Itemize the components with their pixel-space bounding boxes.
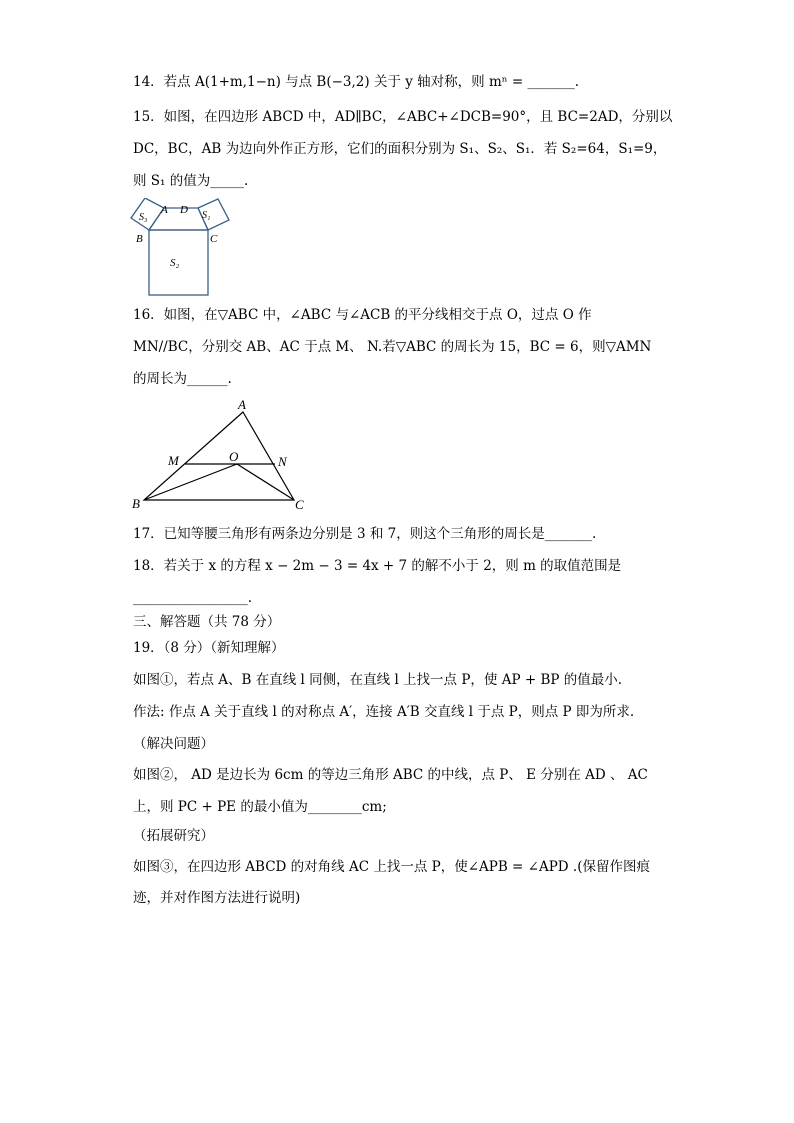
section-title: 三、解答题（共 78 分） — [133, 614, 281, 630]
triangle-abc — [144, 412, 294, 500]
question-15-line-3: 则 S₁ 的值为_____. — [133, 173, 249, 189]
label-s2: S₂ — [170, 257, 180, 269]
label-n: N — [278, 454, 287, 469]
question-17: 17．已知等腰三角形有两条边分别是 3 和 7，则这个三角形的周长是_______. — [133, 526, 597, 542]
segment-co — [237, 464, 294, 500]
label-a: A — [161, 204, 168, 216]
label-s3: S₃ — [139, 212, 148, 223]
question-19-line-9: 迹，并对作图方法进行说明) — [133, 890, 301, 906]
question-19-line-5: 如图②， AD 是边长为 6cm 的等边三角形 ABC 的中线，点 P、 E 分别在 AD 、 AC — [133, 767, 648, 783]
label-m: M — [168, 453, 179, 468]
label-s1: S₁ — [202, 210, 211, 221]
question-16-line-2: MN//BC，分别交 AB、AC 于点 M、 N.若▽ABC 的周长为 15，BC = 6，则▽AMN — [133, 339, 652, 355]
question-18-line-1: 18．若关于 x 的方程 x − 2m − 3 = 4x + 7 的解不小于 2，则 m 的取值范围是 — [133, 558, 622, 574]
segment-bo — [144, 464, 237, 500]
question-19-line-1: 19．（8 分）（新知理解） — [133, 640, 285, 656]
question-19-line-3: 作法: 作点 A 关于直线 l 的对称点 A′，连接 A′B 交直线 l 于点 P，则点 P 即为所求. — [133, 704, 635, 720]
question-19-line-6: 上，则 PC + PE 的最小值为________cm; — [133, 799, 387, 815]
square-s3 — [131, 198, 164, 230]
label-b: B — [136, 233, 143, 245]
question-16-line-3: 的周长为______. — [133, 371, 232, 387]
question-19-line-7: （拓展研究） — [133, 828, 214, 844]
quadrilateral-squares-figure — [130, 198, 230, 300]
question-16-line-1: 16．如图，在▽ABC 中，∠ABC 与∠ACB 的平分线相交于点 O，过点 O 作 — [133, 307, 592, 323]
triangle-bisector-figure — [130, 396, 310, 514]
question-14: 14．若点 A(1+m,1−n) 与点 B(−3,2) 关于 y 轴对称，则 mⁿ = _______. — [133, 74, 580, 90]
question-18-line-2: _________________. — [133, 590, 253, 606]
question-19-line-4: （解决问题） — [133, 736, 214, 752]
label-a: A — [238, 397, 246, 412]
question-19-line-8: 如图③，在四边形 ABCD 的对角线 AC 上找一点 P，使∠APB = ∠APD .(保留作图痕 — [133, 859, 650, 875]
question-15-line-2: DC，BC，AB 为边向外作正方形，它们的面积分别为 S₁、S₂、S₁．若 S₂=64，S₁=9， — [133, 141, 667, 157]
label-c: C — [295, 497, 304, 512]
question-15-line-1: 15．如图，在四边形 ABCD 中，AD∥BC，∠ABC+∠DCB=90°，且 BC=2AD，分别以 — [133, 109, 673, 125]
label-c: C — [210, 233, 218, 245]
label-d: D — [180, 204, 188, 216]
question-19-line-2: 如图①，若点 A、B 在直线 l 同侧，在直线 l 上找一点 P，使 AP + BP 的值最小. — [133, 672, 623, 688]
label-o: O — [229, 449, 239, 464]
label-b: B — [132, 496, 140, 511]
